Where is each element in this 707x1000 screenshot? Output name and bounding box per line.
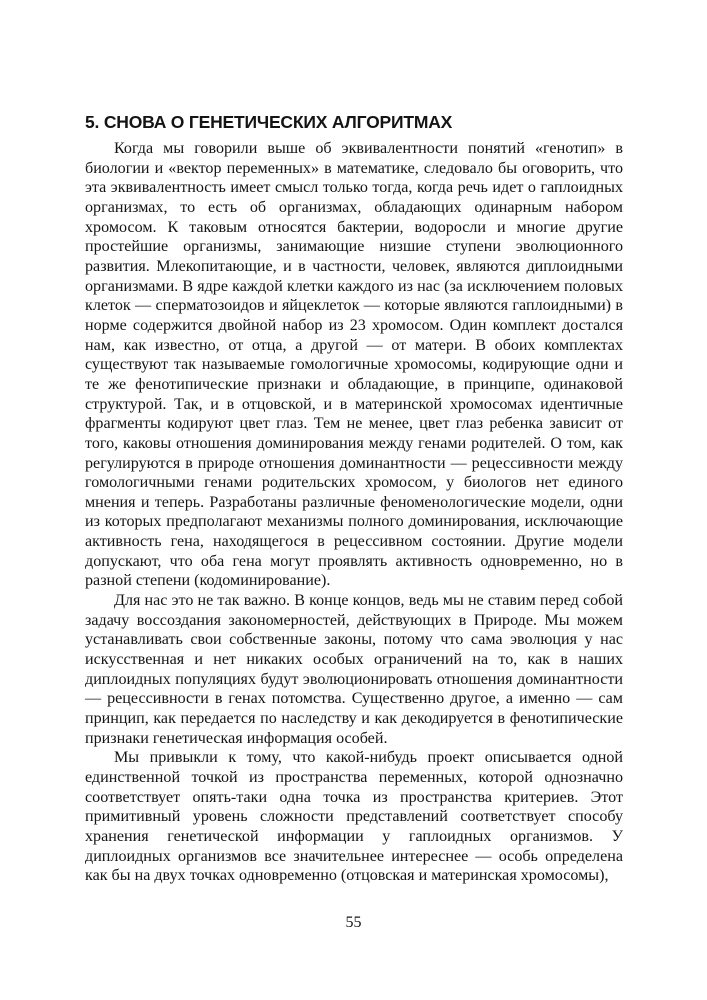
page-number: 55 [345, 914, 362, 931]
paragraph-2: Для нас это не так важно. В конце концов, ведь мы не ставим перед собой задачу воссоздания закономерностей, действующих в Природе. Мы можем устанавливать свои собственные законы, потому что сама эволюция у нас искусственная и нет никаких особых ограничений на то, как в наших диплоидных популяциях будут эволюционировать отношения доминантности — рецессивности в генах потомства. Существенно другое, а именно — сам принцип, как передается по наследству и как декодируется в фенотипические признаки генетическая информация особей. [85, 592, 623, 747]
section-heading: 5. СНОВА О ГЕНЕТИЧЕСКИХ АЛГОРИТМАХ [85, 112, 453, 132]
body-text [85, 139, 623, 886]
paragraph-1: Когда мы говорили выше об эквивалентности понятий «генотип» в биологии и «вектор переменных» в математике, следовало бы оговорить, что эта эквивалентность имеет смысл только тогда, когда речь идет о гаплоидных организмах, то есть об организмах, обладающих одинарным набором хромосом. К таковым относятся бактерии, водоросли и многие другие простейшие организмы, занимающие низшие ступени эволюционного развития. Млекопитающие, и в частности, человек, являются диплоидными организмами. В ядре каждой клетки каждого из нас (за исключением половых клеток — сперматозоидов и яйцеклеток — которые являются гаплоидными) в норме содержится двойной набор из 23 хромосом. Один комплект достался нам, как известно, от отца, а другой — от матери. В обоих комплектах существуют так называемые гомологичные хромосомы, кодирующие одни и те же фенотипические признаки и обладающие, в принципе, одинаковой структурой. Так, и в отцовской, и в материнской хромосомах идентичные фрагменты кодируют цвет глаз. Тем не менее, цвет глаз ребенка зависит от того, каковы отношения доминирования между генами родителей. О том, как регулируются в природе отношения доминантности — рецессивности между гомологичными генами родительских хромосом, у биологов нет единого мнения и теперь. Разработаны различные феноменологические модели, одни из которых предполагают механизмы полного доминирования, исключающие активность гена, находящегося в рецессивном состоянии. Другие модели допускают, что оба гена могут проявлять активность одновременно, но в разной степени (кодоминирование). [85, 140, 623, 590]
paragraph-3: Мы привыкли к тому, что какой-нибудь проект описывается одной единственной точкой из пространства переменных, которой однозначно соответствует опять-таки одна точка из пространства критериев. Этот примитивный уровень сложности представлений соответствует способу хранения генетической информации у гаплоидных организмов. У диплоидных организмов все значительнее интереснее — особь определена как бы на двух точках одновременно (отцовская и материнская хромосомы), [85, 749, 623, 885]
